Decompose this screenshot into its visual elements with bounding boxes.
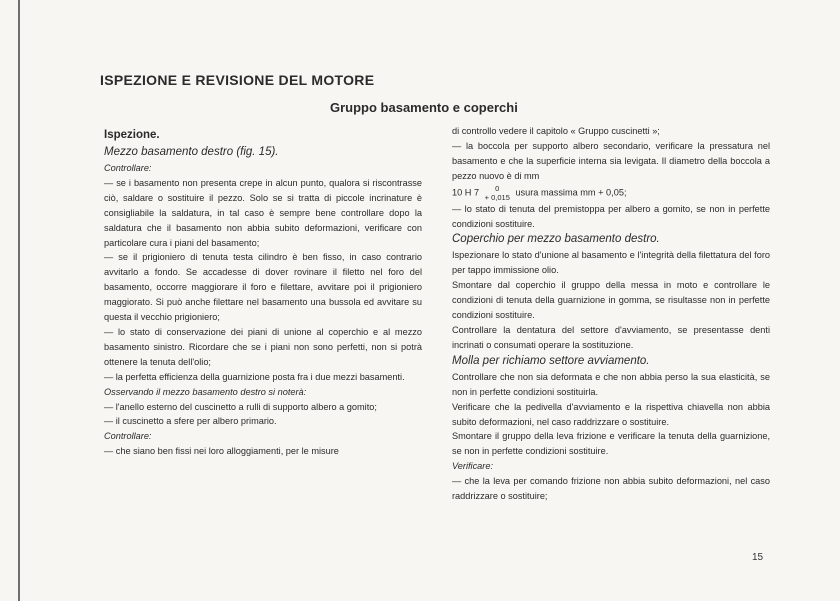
paragraph: di controllo vedere il capitolo « Gruppo cuscinetti »; xyxy=(452,126,660,136)
paragraph: Ispezionare lo stato d'unione al basamento e l'integrità della filettatura del foro per tappo immissione olio. xyxy=(452,250,770,276)
paragraph: — la perfetta efficienza della guarnizione posta fra i due mezzi basamenti. xyxy=(104,371,405,382)
paragraph: Controllare che non sia deformata e che non abbia perso la sua elasticità, se non in perfette condizioni sostituirla. xyxy=(452,371,770,397)
document-title: ISPEZIONE E REVISIONE DEL MOTORE xyxy=(100,72,375,88)
subheading-coperchio: Coperchio per mezzo basamento destro. xyxy=(452,233,660,246)
paragraph: Smontare dal coperchio il gruppo della messa in moto e controllare le condizioni di tenuta della guarnizione in gomma, se risultasse non in perfette condizioni sostituire. xyxy=(452,280,770,321)
page-edge-line xyxy=(18,0,20,601)
paragraph: — il cuscinetto a sfere per albero primario. xyxy=(104,416,277,427)
paragraph: Verificare che la pedivella d'avviamento e la rispettiva chiavella non abbia subito deformazioni, nel caso raddrizzare o sostituire. xyxy=(452,401,770,427)
left-column xyxy=(104,124,422,459)
formula-sup: 0 xyxy=(495,183,500,193)
subheading-molla: Molla per richiamo settore avviamento. xyxy=(452,354,650,367)
paragraph: — l'anello esterno del cuscinetto a rulli di supporto albero a gomito; xyxy=(104,401,377,412)
paragraph: — lo stato di conservazione dei piani di unione al coperchio e al mezzo basamento sinistro. Ricordare che se i piani non sono perfetti, non si potrà ottenere la tenuta dell'olio; xyxy=(104,326,422,367)
paragraph: Smontare il gruppo della leva frizione e verificare la tenuta della guarnizione, se non in perfette condizioni sostituire. xyxy=(452,431,770,457)
paragraph: Controllare: xyxy=(104,163,152,173)
paragraph: — lo stato di tenuta del premistoppa per albero a gomito, se non in perfette condizioni sostituire. xyxy=(452,203,770,229)
section-title: Gruppo basamento e coperchi xyxy=(330,100,518,115)
paragraph: — che la leva per comando frizione non abbia subito deformazioni, nel caso raddrizzare o sostituire; xyxy=(452,476,770,502)
formula-rest: usura massima mm + 0,05; xyxy=(515,187,627,198)
tolerance-formula xyxy=(452,184,770,202)
paragraph: Controllare la dentatura del settore d'avviamento, se presentasse denti incrinati o consumati operare la sostituzione. xyxy=(452,324,770,350)
paragraph: — se i basamento non presenta crepe in alcun punto, qualora si riscontrasse ciò, saldare o sostituire il pezzo. Solo se si tratta di piccole incrinature è consigliabile la saldatura, in tal caso è sempre bene controllare dopo la saldatura che il basamento non abbia subito deformazioni, verificare con particolare cura i piani del basamento; xyxy=(104,177,422,248)
paragraph: Verificare: xyxy=(452,461,494,472)
paragraph: Controllare: xyxy=(104,431,152,442)
formula-tolerance xyxy=(485,184,510,202)
heading-ispezione: Ispezione. xyxy=(104,129,160,141)
subheading-mezzo-basamento: Mezzo basamento destro (fig. 15). xyxy=(104,146,279,158)
right-column xyxy=(452,124,770,504)
formula-sub: + 0,015 xyxy=(484,192,510,202)
page-number: 15 xyxy=(752,552,764,563)
formula-main: 10 H 7 xyxy=(452,187,480,198)
paragraph: — la boccola per supporto albero secondario, verificare la pressatura nel basamento e che la superficie interna sia levigata. Il diametro della boccola a pezzo nuovo è di mm xyxy=(452,140,770,181)
paragraph: — che siano ben fissi nei loro alloggiamenti, per le misure xyxy=(104,446,339,457)
paragraph: Osservando il mezzo basamento destro si noterà: xyxy=(104,386,307,397)
paragraph: — se il prigioniero di tenuta testa cilindro è ben fisso, in caso contrario avvitarlo a fondo. Se accadesse di dover rovinare il filetto nel foro del basamento, occorre maggiorare il foro e filettare, avvitare poi il prigioniero maggiorato. Si può anche filettare nel basamento una bussola ed avvitare su questa il vecchio prigioniero; xyxy=(104,252,422,323)
